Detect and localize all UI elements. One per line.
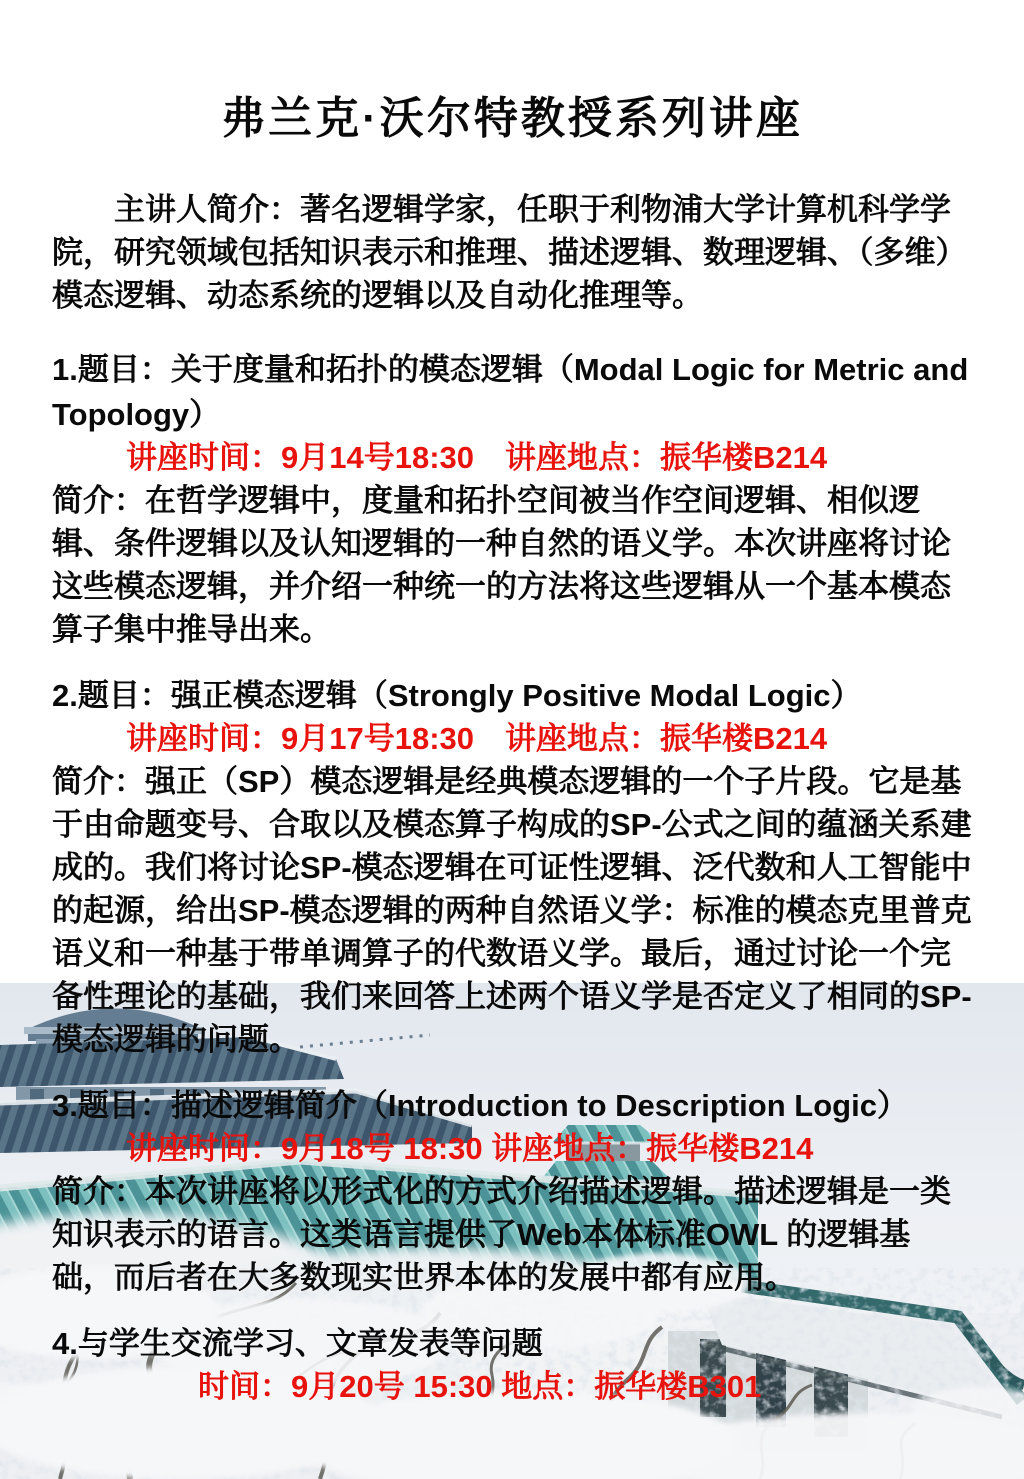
lecture-heading: 3.题目：描述逻辑简介（Introduction to Description Logic） — [52, 1088, 908, 1123]
lecture-summary: 简介：强正（SP）模态逻辑是经典模态逻辑的一个子片段。它是基于由命题变号、合取以及模态算子构成的SP-公式之间的蕴涵关系建成的。我们将讨论SP-模态逻辑在可证性逻辑、泛代数和人工智能中的起源，给出SP-模态逻辑的两种自然语义学：标准的模态克里普克语义和一种基于带单调算子的代数语义学。最后，通过讨论一个完备性理论的基础，我们来回答上述两个语义学是否定义了相同的SP-模态逻辑的问题。 — [52, 764, 972, 1057]
lecture-block-1 — [52, 347, 972, 651]
lecture-summary: 简介：在哲学逻辑中，度量和拓扑空间被当作空间逻辑、相似逻辑、条件逻辑以及认知逻辑的一种自然的语义学。本次讲座将讨论这些模态逻辑，并介绍一种统一的方法将这些逻辑从一个基本模态算子集中推导出来。 — [52, 483, 951, 647]
lecture-schedule: 时间：9月20号 15:30 地点：振华楼B301 — [198, 1369, 762, 1404]
lecture-heading: 1.题目：关于度量和拓扑的模态逻辑（Modal Logic for Metric and Topology） — [52, 352, 969, 432]
speaker-intro: 主讲人简介：著名逻辑学家，任职于利物浦大学计算机科学学院，研究领域包括知识表示和推理、描述逻辑、数理逻辑、（多维）模态逻辑、动态系统的逻辑以及自动化推理等。 — [52, 192, 967, 313]
lecture-block-3 — [52, 1083, 972, 1299]
lecture-schedule: 讲座时间：9月18号 18:30 讲座地点：振华楼B214 — [126, 1131, 814, 1166]
lecture-block-4 — [52, 1321, 972, 1406]
lecture-summary: 简介：本次讲座将以形式化的方式介绍描述逻辑。描述逻辑是一类知识表示的语言。这类语言提供了Web本体标准OWL 的逻辑基础，而后者在大多数现实世界本体的发展中都有应用。 — [52, 1174, 951, 1295]
lecture-heading: 4.与学生交流学习、文章发表等问题 — [52, 1326, 543, 1361]
lecture-schedule: 讲座时间：9月17号18:30 讲座地点：振华楼B214 — [126, 721, 828, 756]
page-title: 弗兰克·沃尔特教授系列讲座 — [221, 94, 803, 143]
lecture-heading: 2.题目：强正模态逻辑（Strongly Positive Modal Logic） — [52, 678, 862, 713]
lecture-block-2 — [52, 673, 972, 1061]
lecture-schedule: 讲座时间：9月14号18:30 讲座地点：振华楼B214 — [126, 440, 828, 475]
